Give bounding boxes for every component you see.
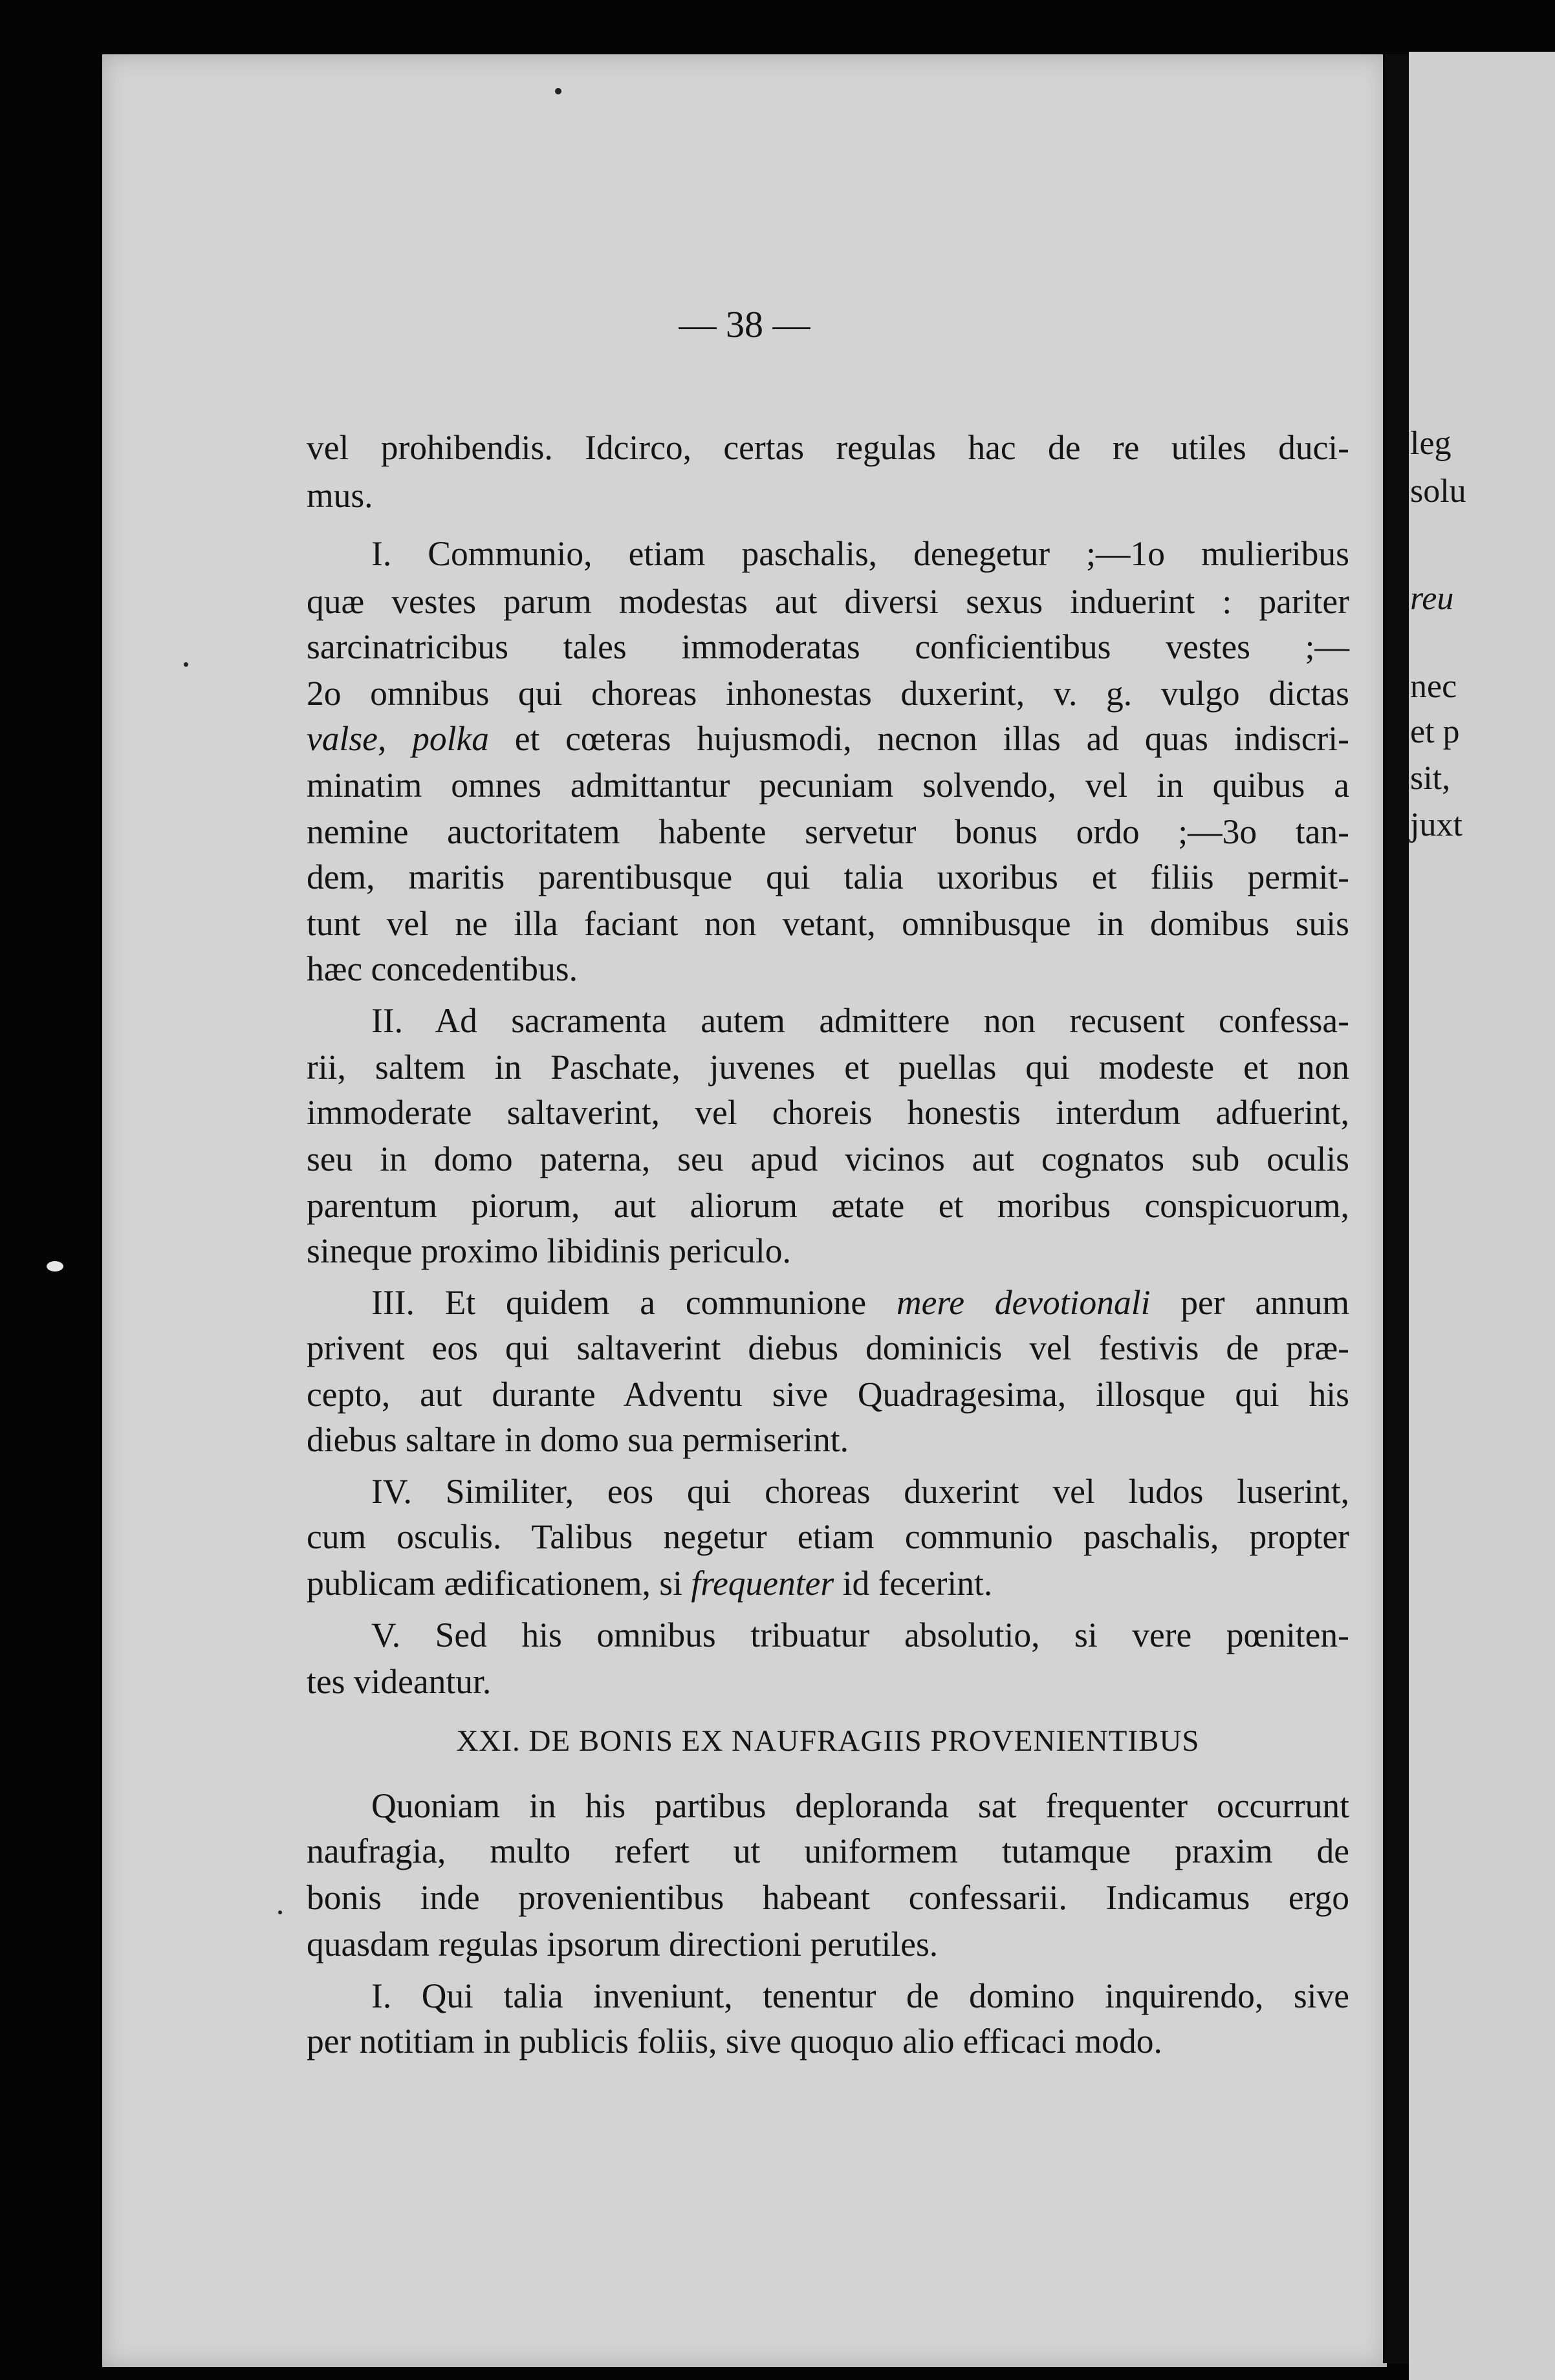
line-text: id fecerint. (834, 1564, 993, 1603)
line-text: bonis inde provenientibus habeant confessarii. Indicamus ergo (307, 1878, 1349, 1917)
scan-mark (47, 1261, 63, 1271)
line-text: dem, maritis parentibusque qui talia uxoribus et filiis permit- (307, 858, 1349, 896)
adjacent-page-fragment (1409, 52, 1555, 2380)
page-number: — 38 — (679, 303, 810, 345)
text-line (307, 673, 1349, 714)
text-line (307, 1419, 1349, 1460)
book-page (102, 54, 1387, 2367)
line-text: parentum piorum, aut aliorum ætate et moribus conspicuorum, (307, 1186, 1349, 1225)
text-line (307, 1471, 1349, 1512)
line-text: rii, saltem in Paschate, juvenes et puellas qui modeste et non (307, 1048, 1349, 1087)
text-line (307, 948, 1349, 990)
line-text: vel prohibendis. Idcirco, certas regulas hac de re utiles duci- (307, 428, 1349, 467)
text-line (307, 1327, 1349, 1368)
heading-text: XXI. DE BONIS EX NAUFRAGIIS PROVENIENTIBUS (456, 1724, 1200, 1758)
line-text: sarcinatricibus tales immoderatas conficientibus vestes ;— (307, 627, 1349, 666)
text-line (307, 1185, 1349, 1226)
line-text: 2o omnibus qui choreas inhonestas duxerint, v. g. vulgo dictas (307, 674, 1349, 713)
text-line (307, 1092, 1349, 1133)
line-text: per notitiam in publicis foliis, sive quoquo alio efficaci modo. (307, 2022, 1162, 2061)
line-text: I. Qui talia inveniunt, tenentur de domino inquirendo, sive (371, 1976, 1349, 2015)
line-text: V. Sed his omnibus tribuatur absolutio, si vere pœniten- (371, 1616, 1349, 1654)
text-line (307, 903, 1349, 944)
line-text: hæc concedentibus. (307, 949, 578, 988)
line-text: cepto, aut durante Adventu sive Quadragesima, illosque qui his (307, 1375, 1349, 1414)
line-text: I. Communio, etiam paschalis, denegetur ;—1o mulieribus (371, 534, 1349, 573)
text-line (307, 475, 1349, 516)
line-text: seu in domo paterna, seu apud vicinos aut cognatos sub oculis (307, 1140, 1349, 1178)
line-text: et cœteras hujusmodi, necnon illas ad quas indiscri- (488, 719, 1349, 758)
text-line (307, 626, 1349, 667)
text-line (307, 2020, 1349, 2062)
fragment-line: reu (1410, 580, 1454, 617)
text-line (307, 1000, 1349, 1041)
line-text: IV. Similiter, eos qui choreas duxerint vel ludos luserint, (371, 1472, 1349, 1511)
text-line (307, 427, 1349, 468)
text-line (307, 856, 1349, 898)
text-line (307, 1230, 1349, 1271)
line-text: nemine auctoritatem habente servetur bonus ordo ;—3o tan- (307, 812, 1349, 851)
page-gutter (1383, 54, 1409, 2363)
fragment-line: nec (1410, 668, 1457, 705)
text-line (307, 1661, 1349, 1702)
text-line (307, 1923, 1349, 1965)
text-line (307, 1516, 1349, 1557)
text-line (307, 1614, 1349, 1656)
line-text: immoderate saltaverint, vel choreis honestis interdum adfuerint, (307, 1093, 1349, 1132)
line-text: per annum (1150, 1283, 1350, 1322)
text-line (307, 718, 1349, 759)
line-text: minatim omnes admittantur pecuniam solvendo, vel in quibus a (307, 766, 1349, 805)
section-heading (307, 1720, 1349, 1762)
line-text: II. Ad sacramenta autem admittere non recusent confessa- (371, 1001, 1349, 1040)
text-line (307, 1046, 1349, 1088)
line-text: quasdam regulas ipsorum directioni perutiles. (307, 1925, 939, 1964)
fragment-line: leg (1410, 425, 1452, 462)
scan-speck (555, 88, 561, 94)
text-line (307, 1282, 1349, 1323)
fragment-line: solu (1410, 473, 1466, 510)
text-line (307, 1975, 1349, 2017)
scan-speck (184, 662, 188, 667)
line-text: diebus saltare in domo sua permiserint. (307, 1420, 849, 1459)
text-line (307, 1563, 1349, 1604)
text-line (307, 1374, 1349, 1415)
line-text: mus. (307, 476, 373, 515)
fragment-line: juxt (1410, 806, 1463, 843)
line-text: III. Et quidem a communione (371, 1283, 897, 1322)
text-line (307, 811, 1349, 852)
fragment-line: sit, (1410, 760, 1451, 797)
line-text: tes videantur. (307, 1662, 492, 1701)
fragment-line: et p (1410, 713, 1460, 750)
text-line (307, 764, 1349, 806)
line-text: Quoniam in his partibus deploranda sat frequenter occurrunt (371, 1786, 1349, 1825)
text-line (307, 533, 1349, 574)
line-italic: frequenter (691, 1564, 834, 1603)
text-line (307, 581, 1349, 622)
text-line (307, 1785, 1349, 1826)
text-line (307, 1138, 1349, 1180)
scan-speck (278, 1910, 282, 1914)
line-text: naufragia, multo refert ut uniformem tutamque praxim de (307, 1832, 1349, 1870)
line-text: sineque proximo libidinis periculo. (307, 1231, 791, 1270)
text-line (307, 1830, 1349, 1872)
line-text: publicam ædificationem, si (307, 1564, 691, 1603)
text-line (307, 1877, 1349, 1918)
line-text: tunt vel ne illa faciant non vetant, omnibusque in domibus suis (307, 904, 1349, 943)
line-text: quæ vestes parum modestas aut diversi sexus induerint : pariter (307, 582, 1349, 621)
line-text: cum osculis. Talibus negetur etiam communio paschalis, propter (307, 1517, 1349, 1556)
line-text: privent eos qui saltaverint diebus dominicis vel festivis de præ- (307, 1328, 1349, 1367)
line-italic: valse, polka (307, 719, 489, 758)
line-italic: mere devotionali (896, 1283, 1151, 1322)
